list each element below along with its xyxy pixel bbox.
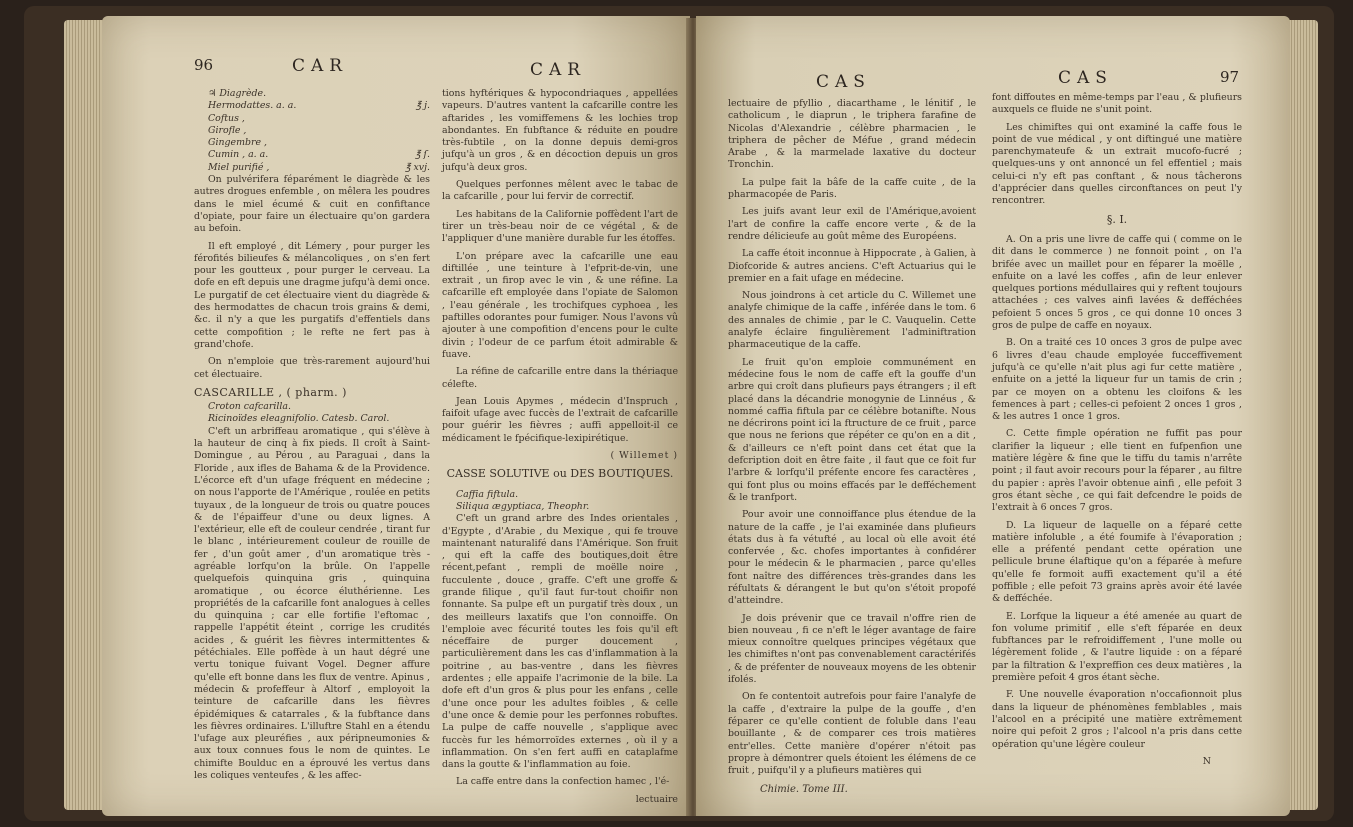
paragraph: lectuaire de pfyllio , diacarthame , le lénitif , le catholicum , le diaprun , le triphera farafine de Nicolas d'Alexandrie , célèbre pharmacien , le triphera de pêcher de Méfue , grand médecin Arabe , & la marmelade laxative du docteur Tronchin. [728, 98, 976, 171]
paragraph: E. Lorfque la liqueur a été amenée au quart de fon volume primitif , elle s'eft féparée en deux fubftances par le refroidiffement , l'une molle ou légèrement folide , & l'autre liquide : on a féparé par la filtration & l'expreffion ces deux matières , la première pefoit 4 gros étant sèche. [992, 610, 1242, 684]
section-heading: §. I. [1106, 212, 1128, 226]
column-right [442, 88, 678, 811]
page-edges-left [64, 20, 104, 810]
synonym: Croton cafcarilla. [208, 401, 291, 413]
recipe-row [194, 113, 430, 125]
recipe-row [194, 125, 430, 137]
recipe-list [194, 88, 430, 174]
recipe-row [194, 137, 430, 149]
synonym: Siliqua ægyptiaca, Theophr. [456, 500, 590, 512]
right-page [696, 16, 1290, 816]
page-edges-right [1288, 20, 1318, 810]
running-header: CAS [1058, 68, 1113, 88]
recipe-item: ♃ Diagrède. [208, 88, 267, 99]
paragraph: La caffe entre dans la confection hamec , l'é- [456, 776, 670, 788]
paragraph: Le fruit qu'on emploie communément en médecine fous le nom de caffe eft la gouffe d'un arbre qui croît dans plufieurs pays étrangers ; il eft placé dans la décandrie monogynie de Linnéus , & nommé caffia fiftula par ce célèbre botanifte. Nous ne décrirons point ici la ftructure de ce fruit , parce que nous ne ferions que répéter ce qu'on en a dit , & d'ailleurs ce n'eft point dans cet état que la defcription doit en être faite , il faut que ce foit fur l'arbre & lorfqu'il préfente encore fes caractères , qui font plus ou moins effacés par le defféchement & le tranfport. [728, 356, 976, 503]
paragraph: Les juifs avant leur exil de l'Amérique,avoient l'art de confire la caffe encore verte , & de la rendre délicieufe au goût même des Européens. [728, 206, 976, 242]
recipe-item: Girofle , [208, 124, 247, 136]
running-header: CAR [530, 60, 587, 80]
paragraph: La pulpe fait la bâfe de la caffe cuite , de la pharmacopée de Paris. [728, 176, 976, 201]
open-book [24, 6, 1334, 821]
entry-heading: CASCARILLE , ( pharm. ) [194, 385, 347, 399]
entry-heading: CASSE SOLUTIVE ou DES BOUTIQUES. [446, 467, 674, 481]
recipe-item: Gingembre , [208, 137, 267, 149]
paragraph: Nous joindrons à cet article du C. Willemet une analyfe chimique de la caffe , inférée dans le tom. 6 des annales de chimie , par le C. Vauquelin. Cette analyfe éclaire fingulièrement l'adminiftration pharmaceutique de la caffe. [728, 290, 976, 351]
page-number: 97 [1220, 68, 1240, 86]
recipe-row [194, 100, 430, 112]
author-signature: ( Willemet ) [610, 450, 678, 462]
synonym: Caffia fiftula. [456, 488, 519, 500]
recipe-item: Miel purifié , [208, 161, 270, 173]
paragraph: B. On a traité ces 10 onces 3 gros de pulpe avec 6 livres d'eau chaude employée fucceffivement jufqu'à ce qu'elle n'ait plus agi fur cette matière , enfuite on a jetté la liqueur fur un tamis de crin ; par ce moyen on a obtenu les cloifons & les femences à part ; celles-ci pefoient 2 onces 1 gros , & les autres 1 once 1 gros. [992, 337, 1242, 423]
page-number: 96 [194, 56, 214, 74]
catchword: lectuaire [635, 793, 678, 805]
recipe-row [194, 149, 430, 161]
paragraph: Pour avoir une connoiffance plus étendue de la nature de la caffe , je l'ai examinée dans plufieurs états dus à fa vétufté , au local où elle avoit été confervée , &c. chofes importantes à confidérer pour le médecin & le pharmacien , parce qu'elles font naître des différences très-grandes dans les réfultats & dérangent le but qu'on s'étoit propofé d'atteindre. [728, 509, 976, 607]
paragraph: C'eft un grand arbre des Indes orientales , d'Egypte , d'Arabie , du Mexique , qui fe trouve maintenant naturalifé dans l'Amérique. Son fruit , qui eft la caffe des boutiques,doit être récent,pefant , rempli de moëlle noire , fucculente , douce , graffe. C'eft une groffe & grande filique , qu'il faut fur-tout choifir non fonnante. Sa pulpe eft un purgatif très doux , un des meilleurs laxatifs que l'on connoiffe. On l'emploie avec fécurité toutes les fois qu'il eft néceffaire de purger doucement , particulièrement dans les cas d'inflammation à la poitrine , au bas-ventre , dans les fièvres ardentes ; elle appaife l'acrimonie de la bile. La dofe eft d'un gros & plus pour les enfans , celle d'une once pour les adultes foibles , & celle d'une once & demie pour les perfonnes robuftes. La pulpe de caffe nouvelle , s'applique avec fuccès fur les hémorroïdes externes , où il y a inflammation. On s'en fert auffi en cataplafme dans la goutte & l'inflammation au foie. [442, 513, 678, 771]
recipe-item: Hermodattes. a. a. [208, 100, 297, 112]
signature-mark: N [1202, 755, 1212, 767]
paragraph: On n'emploie que très-rarement aujourd'hui cet électuaire. [194, 356, 430, 380]
paragraph: La caffe étoit inconnue à Hippocrate , à Galien, à Diofcoride & autres anciens. C'eft Actuarius qui le premier en a fait ufage en médecine. [728, 248, 976, 284]
recipe-item: Cumin , a. a. [208, 149, 269, 161]
running-header: CAS [816, 72, 871, 92]
paragraph: F. Une nouvelle évaporation n'occafionnoit plus dans la liqueur de phénomènes femblables , mais l'alcool en a précipité une matière extrêmement noire qui pefoit 2 gros ; l'alcool n'a pris dans cette opération qu'une légère couleur [992, 689, 1242, 750]
paragraph: On pulvérifera féparément le diagrède & les autres drogues enfemble , on mêlera les poudres dans le miel écumé & cuit en confiftance d'opiate, pour faire un électuaire qu'on gardera au befoin. [194, 174, 430, 235]
column-left [194, 88, 430, 787]
paragraph: Jean Louis Apymes , médecin d'Inspruch , faifoit ufage avec fuccès de l'extrait de cafcarille pour guérir les fièvres ; auffi appelloit-il ce médicament le fpécifique-lexipirétique. [442, 395, 678, 444]
paragraph: C'eft un arbriffeau aromatique , qui s'élève à la hauteur de cinq à fix pieds. Il croît à Saint-Domingue , au Pérou , au Paraguai , dans la Floride , aux ifles de Bahama & de la Providence. L'écorce eft d'un ufage fréquent en médecine ; on nous l'apporte de l'Amérique , roulée en petits tuyaux , de la longueur de trois ou quatre pouces & de l'épaiffeur d'une ou deux lignes. A l'extérieur, elle eft de couleur cendrée , tirant fur le blanc , intérieurement couleur de rouille de fer , d'un goût amer , d'un aromatique très - agréable lorfqu'on la brûle. On l'appelle quelquefois quinquina gris , quinquina aromatique , ou écorce éluthérienne. Les propriétés de la cafcarille font analogues à celles du quinquina ; car elle fortifie l'eftomac , rappelle l'appétit éteint , corrige les crudités acides , & guérit les fièvres intermittentes & pétéchiales. Elle poffède à un haut dégré une vertu tonique fuivant Vogel. Degner affure qu'elle eft bonne dans les flux de ventre. Apinus , médecin & profeffeur à Altorf , employoit la teinture de cafcarille dans les fièvres épidémiques & catarrales , & la fubftance dans les fièvres ordinaires. L'illuftre Stahl en a étendu l'ufage aux pleuréfies , aux péripneumonies & aux toux connues fous le nom de quintes. Le chimifte Boulduc en a éprouvé les vertus dans les coliques venteufes , & les affec- [194, 425, 430, 782]
paragraph: L'on prépare avec la cafcarille une eau diftillée , une teinture à l'efprit-de-vin, une extrait , un firop avec le vin , & une réfine. La cafcarille eft employée dans l'opiate de Salomon , l'eau générale , les trochifques cyphoea , les paftilles odorantes pour fumiger. Nous l'avons vû ajouter à une compofition d'encens pour le culte divin ; l'odeur de ce parfum étoit admirable & fuave. [442, 250, 678, 360]
paragraph: Quelques perfonnes mêlent avec le tabac de la cafcarille , pour lui fervir de correctif. [442, 179, 678, 203]
recipe-qty: ℥ xvj. [405, 161, 430, 173]
paragraph: A. On a pris une livre de caffe qui ( comme on le dit dans le commerce ) ne fonnoit point , on l'a brifée avec un maillet pour en féparer la moëlle , enfuite on a lavé les coffes , afin de leur enlever quelques portions médullaires qui y reftent toujours attachées ; ces valves ainfi lavées & defféchées pefoient 5 onces 5 gros , ce qui donne 10 onces 3 gros de pulpe de caffe en noyaux. [992, 233, 1242, 332]
recipe-row [194, 88, 430, 100]
paragraph: Les chimiftes qui ont examiné la caffe fous le point de vue médical , y ont diftingué une matière parenchymateufe & un extrait mucofo-fucré ; quelques-uns y ont annoncé un fel effentiel ; mais celui-ci n'y eft pas conftant , & nous tâcherons d'apprécier dans quelles circonftances on peut l'y rencontrer. [992, 121, 1242, 207]
column-right [992, 92, 1242, 773]
paragraph: La réfine de cafcarille entre dans la thériaque célefte. [442, 366, 678, 390]
synonym: Ricinoïdes eleagnifolio. Catesb. Carol. [208, 413, 390, 425]
paragraph: C. Cette fimple opération ne fuffit pas pour clarifier la liqueur ; elle tient en fufpenfion une matière légère & fine que le tiffu du tamis n'arrête point ; il faut avoir recours pour la féparer , au filtre du papier : après l'avoir obtenue ainfi , elle pefoit 3 gros étant sèche , ce qui fait defcendre le poids de l'extrait à 6 onces 7 gros. [992, 428, 1242, 514]
page-footer: Chimie. Tome III. [760, 784, 848, 795]
recipe-row [194, 162, 430, 174]
paragraph: font diffoutes en même-temps par l'eau , & plufieurs auxquels ce fluide ne s'unit point. [992, 92, 1242, 116]
paragraph: Les habitans de la Californie poffèdent l'art de tirer un très-beau noir de ce végétal , & de l'appliquer d'une manière durable fur les étoffes. [442, 208, 678, 245]
recipe-qty: ℥ ſ. [415, 149, 430, 161]
left-page [102, 16, 690, 816]
column-left [728, 98, 976, 782]
paragraph: Je dois prévenir que ce travail n'offre rien de bien nouveau , fi ce n'eft le léger avantage de faire mieux connoître quelques principes végétaux que les chimiftes n'ont pas convenablement caractérifés , & de préfenter de nouveaux moyens de les obtenir ifolés. [728, 612, 976, 686]
recipe-item: Coftus , [208, 112, 245, 124]
paragraph: Il eft employé , dit Lémery , pour purger les férofités bilieufes & mélancoliques , on s'en fert pour les goutteux , pour purger le cerveau. La dofe en eft depuis une dragme jufqu'à demi once. Le purgatif de cet électuaire vient du diagrède & des hermodattes de chacun trois grains & demi, &c. il n'y a que les purgatifs d'effentiels dans cette compofition ; le refte ne fert pas à grand'chofe. [194, 240, 430, 350]
running-header: CAR [292, 56, 349, 76]
paragraph: On fe contentoit autrefois pour faire l'analyfe de la caffe , d'extraire la pulpe de la gouffe , d'en féparer ce qu'elle contient de foluble dans l'eau bouillante , & de comparer ces trois matières entr'elles. Cette manière d'opérer n'étoit pas propre à démontrer quels étoient les élémens de ce fruit , puifqu'il y a plufieurs matières qui [728, 691, 976, 777]
paragraph: tions hyftériques & hypocondriaques , appellées vapeurs. D'autres vantent la cafcarille contre les aftarides , les vomiffemens & les lochies trop abondantes. En fubftance & réduite en poudre très-fubtile , on la donne depuis demi-gros jufqu'à un gros , & en décoction depuis un gros jufqu'à deux gros. [442, 88, 678, 173]
recipe-qty: ℥ j. [415, 100, 430, 112]
paragraph: D. La liqueur de laquelle on a féparé cette matière infoluble , a été foumife à l'évaporation ; elle a préfenté pendant cette opération une pellicule brune élaftique qu'on a féparée à mefure qu'elle fe formoit auffi exactement qu'il a été poffible ; elle pefoit 73 grains après avoir été lavée & defféchée. [992, 519, 1242, 605]
